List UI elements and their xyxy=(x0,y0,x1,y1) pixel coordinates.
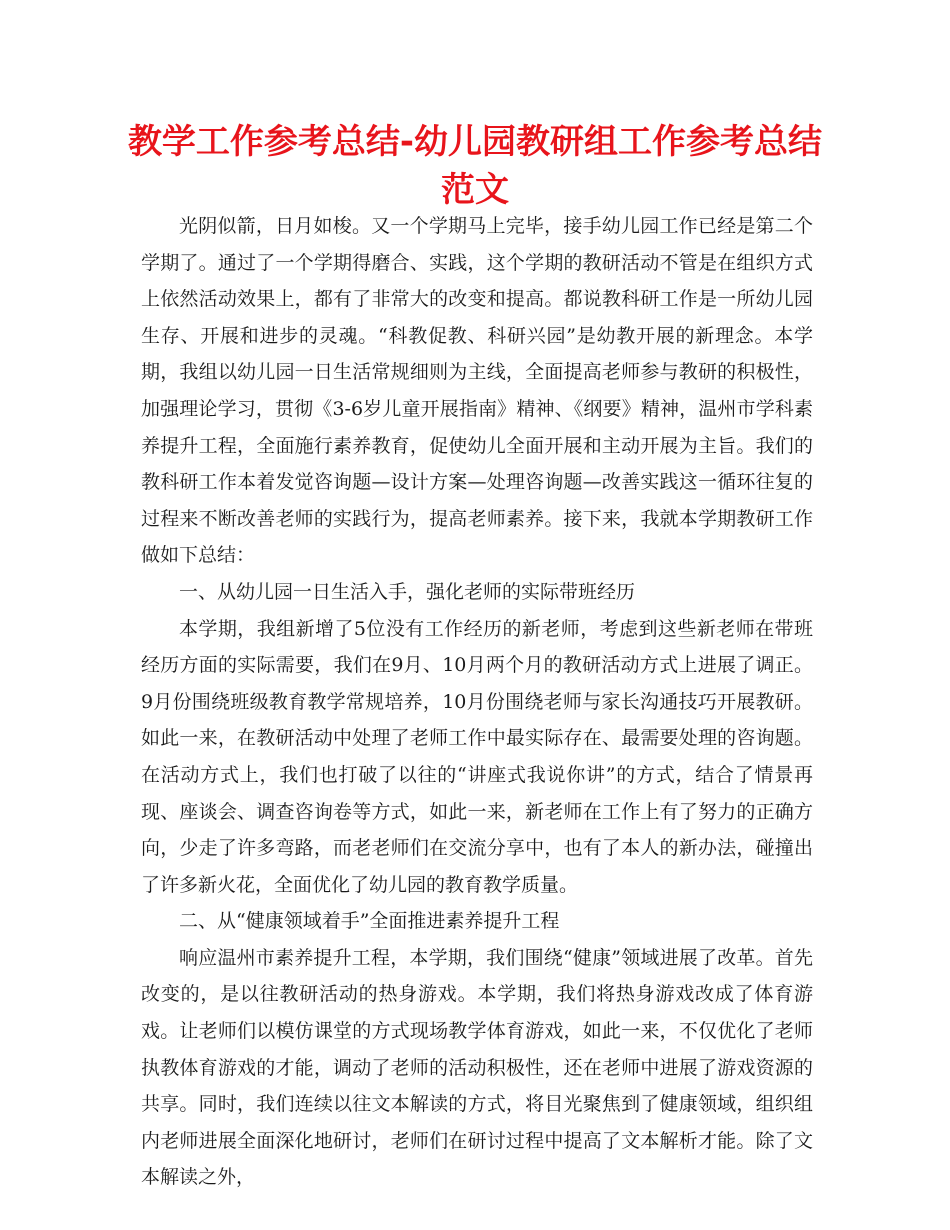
paragraph-section-1: 本学期，我组新增了5位没有工作经历的新老师，考虑到这些新老师在带班经历方面的实际需要，我们在9月、10月两个月的教研活动方式上进展了调正。9月份围绕班级教育教学常规培养，10月份围绕老师与家长沟通技巧开展教研。如此一来，在教研活动中处理了老师工作中最实际存在、最需要处理的咨询题。在活动方式上，我们也打破了以往的“讲座式我说你讲”的方式，结合了情景再现、座谈会、调查咨询卷等方式，如此一来，新老师在工作上有了努力的正确方向，少走了许多弯路，而老老师们在交流分享中，也有了本人的新办法，碰撞出了许多新火花，全面优化了幼儿园的教育教学质量。 xyxy=(141,617,813,896)
section-heading-2: 二、从“健康领域着手”全面推进素养提升工程 xyxy=(179,910,560,933)
section-heading-1: 一、从幼儿园一日生活入手，强化老师的实际带班经历 xyxy=(179,580,636,603)
paragraph-section-2: 响应温州市素养提升工程，本学期，我们围绕“健康”领域进展了改革。首先改变的，是以往教研活动的热身游戏。本学期，我们将热身游戏改成了体育游戏。让老师们以模仿课堂的方式现场教学体育游戏，如此一来，不仅优化了老师执教体育游戏的才能，调动了老师的活动积极性，还在老师中进展了游戏资源的共享。同时，我们连续以往文本解读的方式，将目光聚焦到了健康领域，组织组内老师进展全面深化地研讨，老师们在研讨过程中提高了文本解析才能。除了文本解读之外， xyxy=(141,946,813,1189)
document-title: 教学工作参考总结-幼儿园教研组工作参考总结范文 xyxy=(127,122,823,210)
paragraph-intro: 光阴似箭，日月如梭。又一个学期马上完毕，接手幼儿园工作已经是第二个学期了。通过了一个学期得磨合、实践，这个学期的教研活动不管是在组织方式上依然活动效果上，都有了非常大的改变和提高。都说教科研工作是一所幼儿园生存、开展和进步的灵魂。“科教促教、科研兴园”是幼教开展的新理念。本学期，我组以幼儿园一日生活常规细则为主线，全面提高老师参与教研的积极性，加强理论学习，贯彻《3-6岁儿童开展指南》精神、《纲要》精神，温州市学科素养提升工程，全面施行素养教育，促使幼儿全面开展和主动开展为主旨。我们的教科研工作本着发觉咨询题—设计方案—处理咨询题—改善实践这一循环往复的过程来不断改善老师的实践行为，提高老师素养。接下来，我就本学期教研工作做如下总结： xyxy=(141,215,813,567)
document-body xyxy=(141,208,813,1196)
